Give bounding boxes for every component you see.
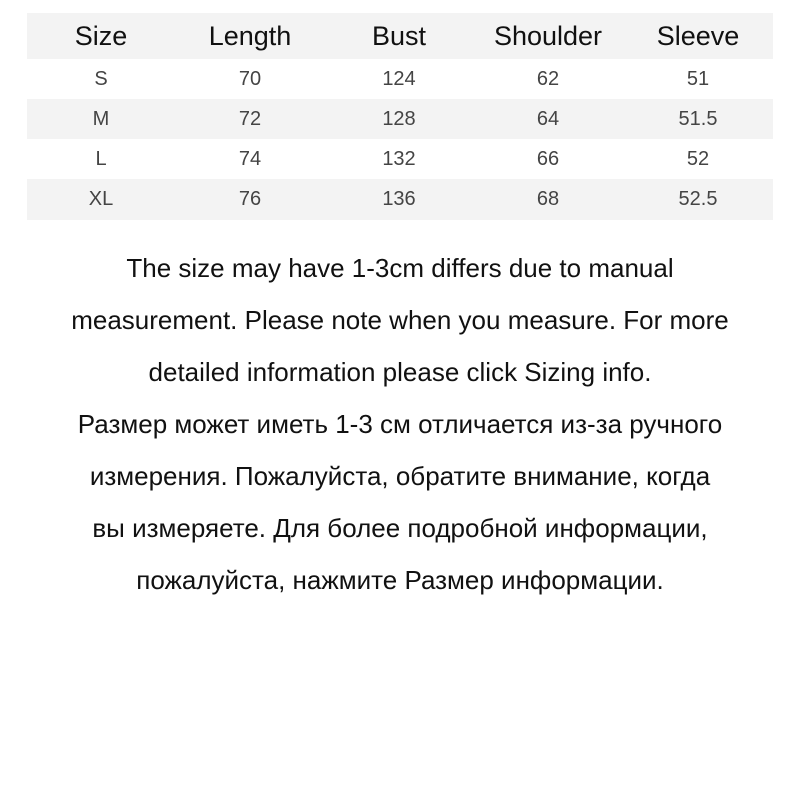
cell-length: 76 <box>175 179 325 220</box>
note-line-russian: пожалуйста, нажмите Размер информации. <box>136 565 664 595</box>
cell-shoulder: 62 <box>473 59 623 99</box>
note-line-russian: Размер может иметь 1-3 см отличается из-за ручного <box>77 409 723 439</box>
note-line-russian: измерения. Пожалуйста, обратите внимание, когда <box>89 461 711 491</box>
cell-size: M <box>27 99 175 139</box>
cell-sleeve: 51.5 <box>623 99 773 139</box>
header-size: Size <box>27 13 175 59</box>
note-line-english: detailed information please click Sizing info. <box>148 357 652 387</box>
table-row <box>27 179 773 220</box>
cell-sleeve: 51 <box>623 59 773 99</box>
header-shoulder: Shoulder <box>473 13 623 59</box>
cell-shoulder: 64 <box>473 99 623 139</box>
cell-shoulder: 66 <box>473 139 623 179</box>
table-row <box>27 139 773 179</box>
table-row <box>27 59 773 99</box>
cell-shoulder: 68 <box>473 179 623 220</box>
note-line-russian: вы измеряете. Для более подробной информации, <box>92 513 708 543</box>
cell-length: 72 <box>175 99 325 139</box>
cell-sleeve: 52.5 <box>623 179 773 220</box>
note-line-english: measurement. Please note when you measure. For more <box>71 305 729 335</box>
note-line-english: The size may have 1-3cm differs due to manual <box>126 253 674 283</box>
table-header-row <box>27 13 773 59</box>
measurement-note <box>0 242 800 606</box>
cell-bust: 136 <box>325 179 473 220</box>
cell-bust: 128 <box>325 99 473 139</box>
size-chart-table <box>27 13 773 220</box>
cell-bust: 132 <box>325 139 473 179</box>
cell-bust: 124 <box>325 59 473 99</box>
cell-size: S <box>27 59 175 99</box>
header-sleeve: Sleeve <box>623 13 773 59</box>
header-length: Length <box>175 13 325 59</box>
cell-length: 70 <box>175 59 325 99</box>
table-row <box>27 99 773 139</box>
cell-size: XL <box>27 179 175 220</box>
cell-size: L <box>27 139 175 179</box>
header-bust: Bust <box>325 13 473 59</box>
cell-sleeve: 52 <box>623 139 773 179</box>
cell-length: 74 <box>175 139 325 179</box>
